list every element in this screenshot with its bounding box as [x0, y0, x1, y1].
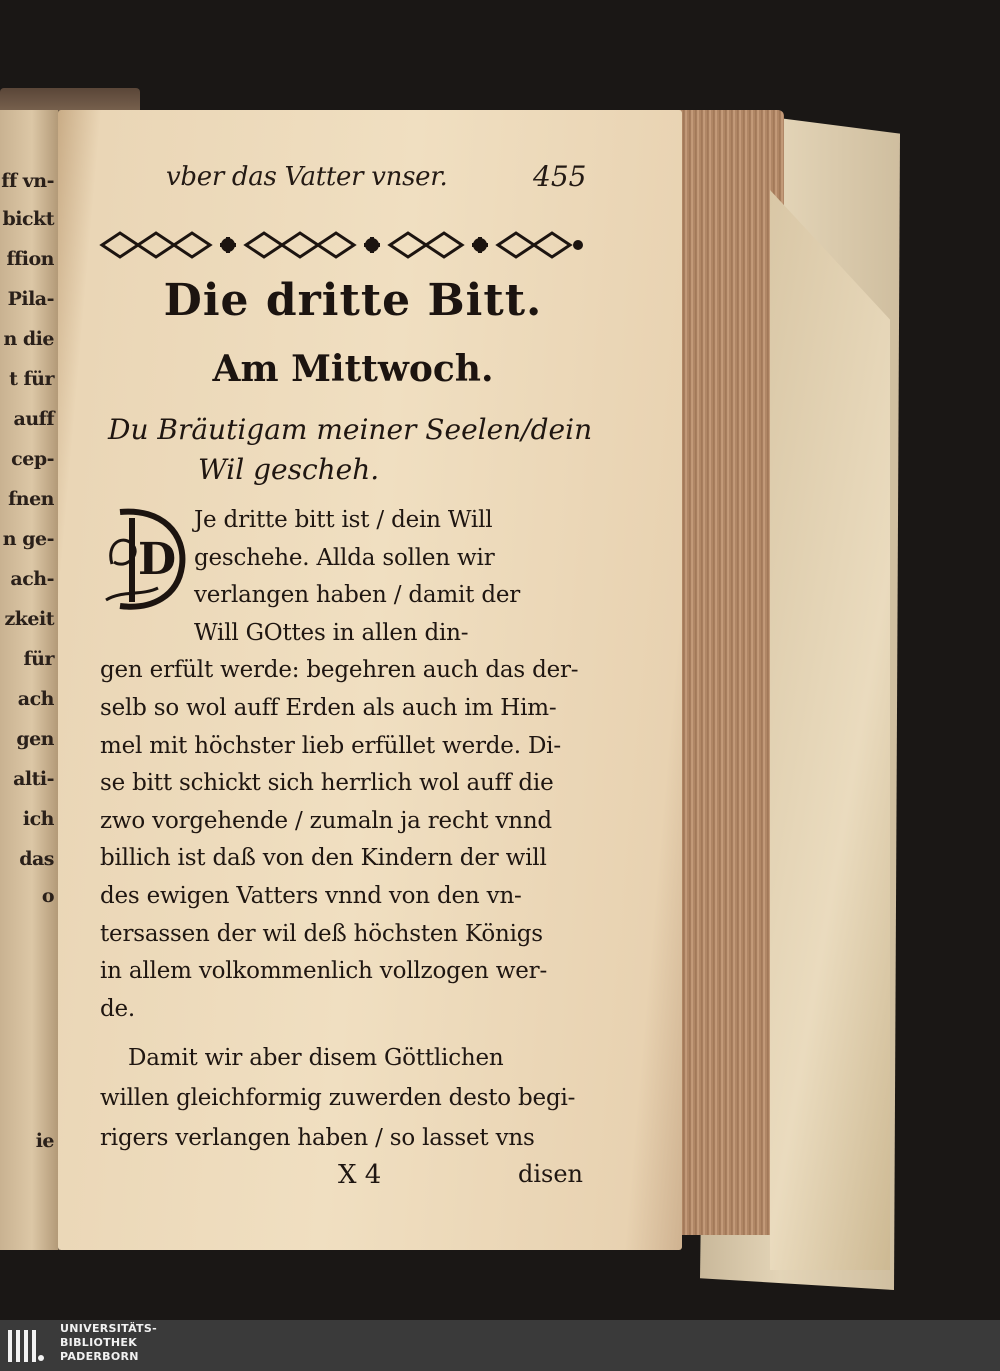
text-line: gen erfült werde: begehren auch das der-	[100, 657, 579, 684]
invocation-line: Du Bräutigam meiner Seelen/dein	[108, 413, 593, 446]
body-paragraph	[100, 502, 628, 1028]
text-line: Damit wir aber disem Göttlichen	[128, 1045, 504, 1071]
library-logo-text	[60, 1322, 157, 1364]
right-page	[58, 110, 682, 1250]
left-fragment: o	[41, 885, 54, 907]
second-paragraph	[100, 1038, 628, 1158]
text-line: Je dritte bitt ist / dein Will	[194, 507, 493, 533]
left-fragment: auff	[13, 408, 54, 430]
text-line: in allem volkommenlich vollzogen wer-	[100, 958, 548, 985]
left-fragment: ffion	[6, 248, 54, 270]
text-line: willen gleichformig zuwerden desto begi-	[100, 1085, 576, 1111]
text-line: de.	[100, 995, 136, 1022]
text-line: geschehe. Allda sollen wir	[194, 544, 495, 571]
left-fragment: bickt	[2, 208, 54, 230]
left-fragment: n die	[3, 328, 54, 350]
text-line: zwo vorgehende / zumaln ja recht vnnd	[100, 807, 552, 834]
catchword: disen	[518, 1160, 584, 1188]
ornament-border	[98, 228, 584, 262]
left-fragment: ie	[35, 1130, 54, 1152]
left-fragment: n ge-	[2, 528, 54, 550]
running-head	[58, 162, 658, 202]
left-fragment: ach-	[10, 568, 54, 590]
left-fragment: gen	[16, 728, 54, 750]
text-line: selb so wol auff Erden als auch im Him-	[100, 694, 557, 721]
left-fragment: ich	[22, 808, 54, 830]
dropcap-letter: D	[138, 534, 177, 585]
running-title: vber das Vatter vnser.	[166, 162, 448, 192]
invocation	[108, 410, 628, 490]
text-line: verlangen haben / damit der	[194, 582, 521, 609]
left-fragment: t für	[9, 368, 54, 390]
left-fragment: das	[19, 848, 54, 870]
logo-line: BIBLIOTHEK	[60, 1336, 138, 1349]
library-logo-icon	[6, 1328, 46, 1364]
left-fragment: für	[23, 648, 54, 670]
page-edges	[676, 110, 784, 1235]
cover-flap	[770, 190, 890, 1270]
left-fragment: ach	[17, 688, 54, 710]
logo-line: PADERBORN	[60, 1350, 139, 1363]
invocation-line: Wil gescheh.	[198, 453, 380, 486]
library-logo-bar	[0, 1320, 1000, 1371]
left-fragment: zkeit	[4, 608, 54, 630]
left-page	[0, 110, 60, 1250]
text-line: tersassen der wil deß höchsten Königs	[100, 920, 543, 947]
left-fragment: Pila-	[7, 288, 54, 310]
text-line: billich ist daß von den Kindern der will	[100, 845, 547, 872]
chapter-title: Die dritte Bitt.	[163, 275, 543, 326]
signature-mark: X 4	[338, 1160, 382, 1190]
text-line: se bitt schickt sich herrlich wol auff die	[100, 770, 554, 797]
logo-line: UNIVERSITÄTS-	[60, 1322, 157, 1335]
chapter-day: Am Mittwoch.	[212, 348, 494, 390]
text-line: des ewigen Vatters vnnd von den vn-	[100, 882, 522, 909]
text-line: rigers verlangen haben / so lasset vns	[100, 1125, 535, 1151]
left-fragment: fnen	[8, 488, 54, 510]
text-line: mel mit höchster lieb erfüllet werde. Di-	[100, 732, 561, 759]
left-fragment: alti-	[13, 768, 54, 790]
text-line: Will GOttes in allen din-	[194, 619, 469, 646]
page-number: 455	[533, 160, 587, 193]
left-fragment: ff vn-	[1, 170, 54, 192]
left-fragment: cep-	[11, 448, 54, 470]
